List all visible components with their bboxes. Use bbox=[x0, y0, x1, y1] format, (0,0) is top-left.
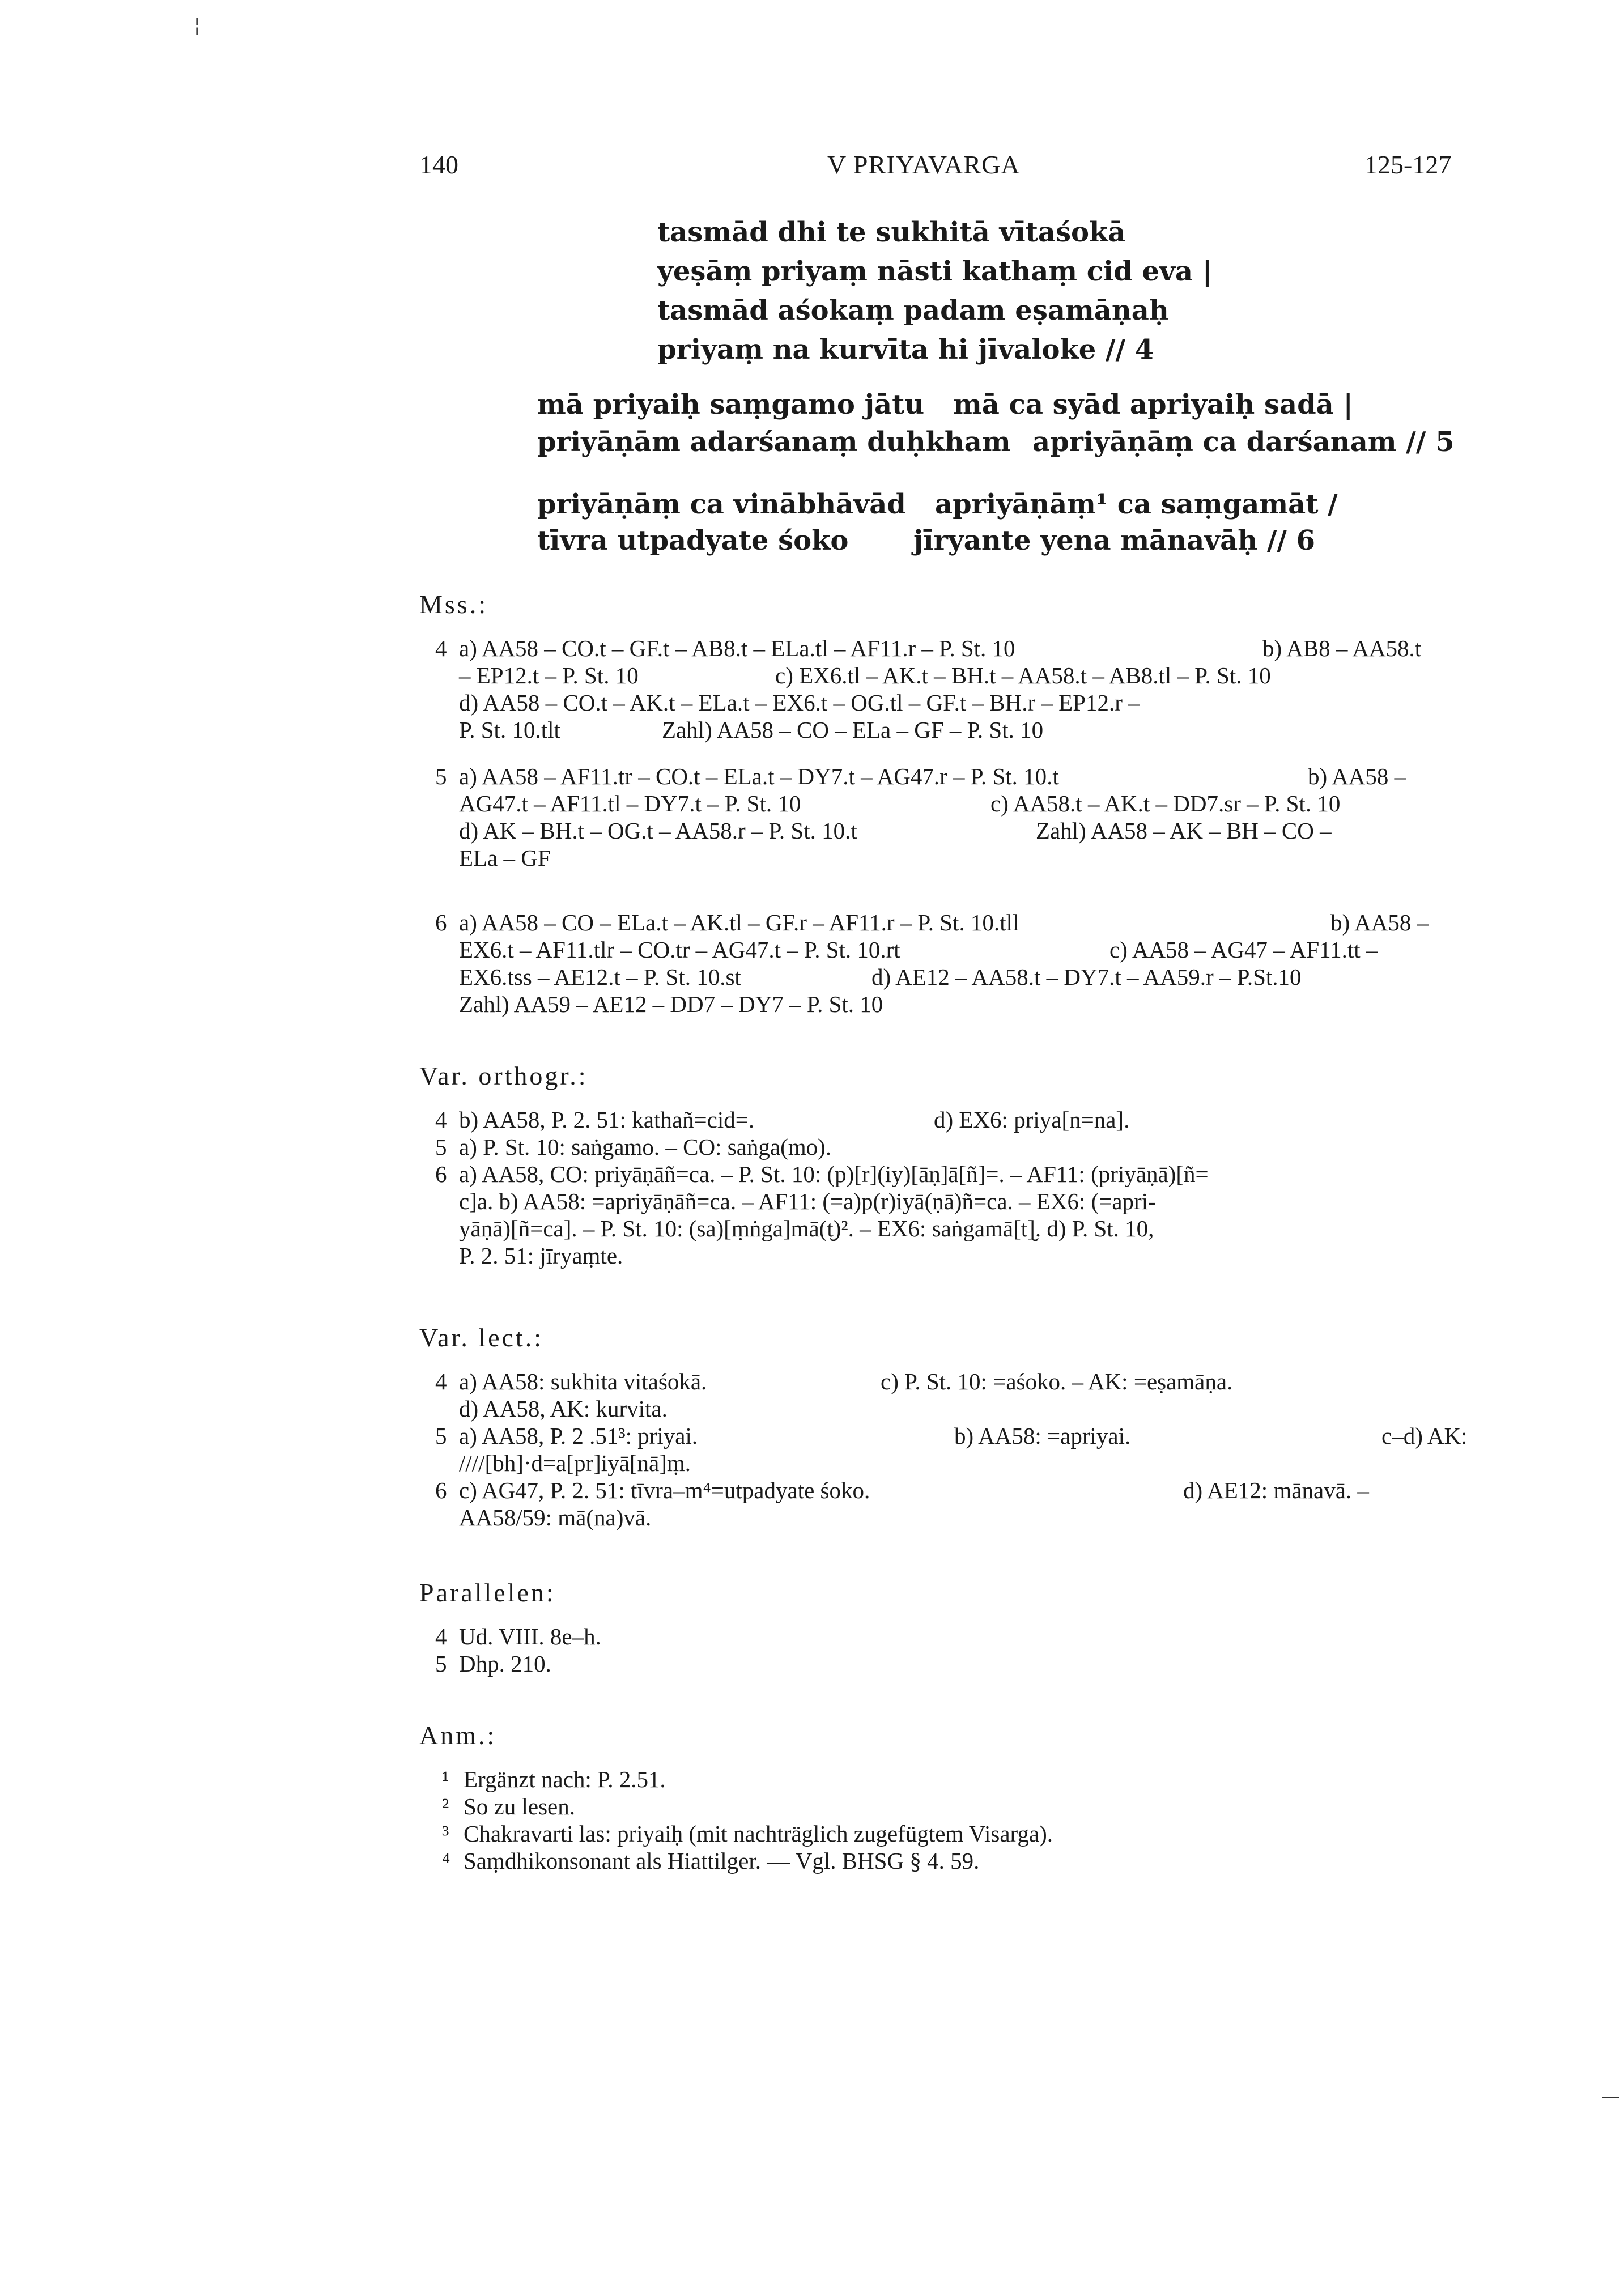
verse-line: priyaṃ na kurvīta hi jīvaloke // 4 bbox=[657, 334, 1154, 365]
entry-number: 5 bbox=[435, 763, 447, 789]
var-orthogr-text: yāṇā)[ñ=ca]. – P. St. 10: (sa)[ṃṅga]mā(t̮)². – EX6: saṅgamā[t]̮. d) P. St. 10, bbox=[459, 1215, 1154, 1241]
parallel-text: Ud. VIII. 8e–h. bbox=[459, 1623, 601, 1649]
verse-line: yeṣāṃ priyaṃ nāsti kathaṃ cid eva | bbox=[657, 256, 1213, 287]
verse-line: tasmād dhi te sukhitā vītaśokā bbox=[657, 216, 1126, 248]
parallelen-heading: Parallelen: bbox=[419, 1578, 556, 1607]
note-marker: ⁴ bbox=[442, 1848, 450, 1874]
mss-text: a) AA58 – CO.t – GF.t – AB8.t – ELa.tl – AF11.r – P. St. 10 bbox=[459, 635, 1015, 661]
mss-entry-6 bbox=[435, 909, 1478, 1018]
note-text: So zu lesen. bbox=[464, 1793, 575, 1819]
var-orthogr-text: a) P. St. 10: saṅgamo. – CO: saṅga(mo). bbox=[459, 1134, 832, 1160]
mss-text: P. St. 10.tlt bbox=[459, 717, 560, 743]
mss-text: Zahl) AA59 – AE12 – DD7 – DY7 – P. St. 10 bbox=[459, 991, 883, 1017]
var-lect-list bbox=[435, 1368, 1478, 1531]
var-orthogr-heading: Var. orthogr.: bbox=[419, 1061, 588, 1090]
verse-line: tasmād aśokaṃ padam eṣamāṇaḥ bbox=[657, 295, 1169, 326]
entry-number: 5 bbox=[435, 1651, 447, 1677]
entry-number: 4 bbox=[435, 1368, 447, 1394]
entry-number: 4 bbox=[435, 1107, 447, 1133]
parallel-text: Dhp. 210. bbox=[459, 1651, 551, 1677]
mss-text: EX6.tss – AE12.t – P. St. 10.st bbox=[459, 964, 741, 990]
entry-number: 6 bbox=[435, 1161, 447, 1187]
mss-text: ELa – GF bbox=[459, 845, 551, 871]
var-lect-text: a) AA58, P. 2 .51³: priyai. bbox=[459, 1423, 698, 1449]
entry-number: 6 bbox=[435, 1477, 447, 1503]
note-marker: ³ bbox=[442, 1821, 449, 1847]
mss-text: AG47.t – AF11.tl – DY7.t – P. St. 10 bbox=[459, 790, 801, 817]
chapter-title: V PRIYAVARGA bbox=[827, 150, 1021, 179]
mss-entry-5 bbox=[435, 763, 1478, 871]
var-orthogr-list bbox=[435, 1106, 1478, 1269]
verse-5-b2: apriyāṇāṃ ca darśanam // 5 bbox=[1032, 426, 1455, 458]
verse-5-a1: mā priyaiḥ saṃgamo jātu bbox=[537, 389, 925, 420]
mss-text: d) AK – BH.t – OG.t – AA58.r – P. St. 10.t bbox=[459, 818, 857, 844]
var-lect-text: c) P. St. 10: =aśoko. – AK: =eṣamāṇa. bbox=[881, 1368, 1233, 1394]
verse-6-b2: jīryante yena mānavāḥ // 6 bbox=[913, 525, 1316, 556]
entry-number: 4 bbox=[435, 635, 447, 661]
entry-number: 5 bbox=[435, 1134, 447, 1160]
mss-text: – EP12.t – P. St. 10 bbox=[459, 662, 639, 688]
anm-heading: Anm.: bbox=[419, 1721, 497, 1750]
mss-text: b) AA58 – bbox=[1308, 763, 1406, 789]
mss-text: Zahl) AA58 – AK – BH – CO – bbox=[1036, 818, 1332, 844]
var-lect-text: d) AE12: mānavā. – bbox=[1183, 1477, 1369, 1503]
entry-number: 5 bbox=[435, 1423, 447, 1449]
var-orthogr-text: c]a. b) AA58: =apriyāṇāñ=ca. – AF11: (=a)p(r)iyā(ṇā)ñ=ca. – EX6: (=apri- bbox=[459, 1188, 1156, 1214]
note-text: Ergänzt nach: P. 2.51. bbox=[464, 1766, 666, 1792]
mss-text: Zahl) AA58 – CO – ELa – GF – P. St. 10 bbox=[662, 717, 1044, 743]
mss-text: d) AE12 – AA58.t – DY7.t – AA59.r – P.St.10 bbox=[871, 964, 1302, 990]
mss-text: b) AA58 – bbox=[1330, 909, 1429, 936]
anm-list bbox=[442, 1766, 1485, 1874]
mss-entry-4 bbox=[435, 635, 1478, 743]
entry-number: 6 bbox=[435, 909, 447, 936]
var-lect-text: d) AA58, AK: kurvita. bbox=[459, 1396, 668, 1422]
mss-text: c) EX6.tl – AK.t – BH.t – AA58.t – AB8.tl – P. St. 10 bbox=[775, 662, 1271, 688]
mss-heading: Mss.: bbox=[419, 590, 488, 619]
scan-edge-mark bbox=[1602, 2097, 1619, 2098]
var-orthogr-text: b) AA58, P. 2. 51: kathañ=cid=. bbox=[459, 1107, 755, 1133]
var-lect-text: c) AG47, P. 2. 51: tīvra–m⁴=utpadyate śoko. bbox=[459, 1477, 870, 1503]
verse-6-a2: tīvra utpadyate śoko bbox=[537, 525, 849, 556]
var-orthogr-text: P. 2. 51: jīryaṃte. bbox=[459, 1243, 623, 1269]
mss-text: EX6.t – AF11.tlr – CO.tr – AG47.t – P. St. 10.rt bbox=[459, 937, 900, 963]
var-lect-text: a) AA58: sukhita vitaśokā. bbox=[459, 1368, 707, 1394]
mss-text: b) AB8 – AA58.t bbox=[1262, 635, 1422, 661]
note-marker: ² bbox=[442, 1793, 449, 1819]
mss-text: c) AA58 – AG47 – AF11.tt – bbox=[1109, 937, 1378, 963]
verse-6-a1: priyāṇāṃ ca vinābhāvād bbox=[537, 488, 906, 520]
mss-text: c) AA58.t – AK.t – DD7.sr – P. St. 10 bbox=[990, 790, 1341, 817]
verse-5-b1: mā ca syād apriyaiḥ sadā | bbox=[953, 389, 1353, 420]
parallelen-list bbox=[435, 1623, 1478, 1677]
var-orthogr-text: d) EX6: priya[n=na]. bbox=[934, 1107, 1130, 1133]
scan-mark-top: ¦ bbox=[194, 14, 201, 36]
var-lect-text: ////[bh]·d=a[pr]iyā[nā]ṃ. bbox=[459, 1450, 691, 1476]
verse-5-a2: priyāṇām adarśanaṃ duḥkham bbox=[537, 426, 1011, 458]
mss-text: a) AA58 – AF11.tr – CO.t – ELa.t – DY7.t – AG47.r – P. St. 10.t bbox=[459, 763, 1059, 789]
note-text: Saṃdhikonsonant als Hiattilger. — Vgl. BHSG § 4. 59. bbox=[464, 1848, 980, 1874]
mss-text: d) AA58 – CO.t – AK.t – ELa.t – EX6.t – OG.tl – GF.t – BH.r – EP12.r – bbox=[459, 690, 1140, 716]
var-lect-text: AA58/59: mā(na)vā. bbox=[459, 1504, 652, 1530]
note-marker: ¹ bbox=[442, 1766, 449, 1792]
var-orthogr-text: a) AA58, CO: priyāṇāñ=ca. – P. St. 10: (p)[r](iy)[āṇ]ā[ñ]=. – AF11: (priyāṇā)[ñ= bbox=[459, 1161, 1209, 1187]
verse-range: 125-127 bbox=[1364, 150, 1452, 179]
page-number: 140 bbox=[419, 150, 458, 179]
var-lect-text: c–d) AK: bbox=[1381, 1423, 1468, 1449]
var-lect-text: b) AA58: =apriyai. bbox=[954, 1423, 1131, 1449]
note-text: Chakravarti las: priyaiḥ (mit nachträglich zugefügtem Visarga). bbox=[464, 1821, 1053, 1847]
verse-6-b1: apriyāṇāṃ¹ ca saṃgamāt / bbox=[935, 488, 1338, 520]
entry-number: 4 bbox=[435, 1623, 447, 1649]
mss-text: a) AA58 – CO – ELa.t – AK.tl – GF.r – AF11.r – P. St. 10.tll bbox=[459, 909, 1019, 936]
var-lect-heading: Var. lect.: bbox=[419, 1323, 543, 1352]
verse-4 bbox=[657, 213, 1212, 369]
